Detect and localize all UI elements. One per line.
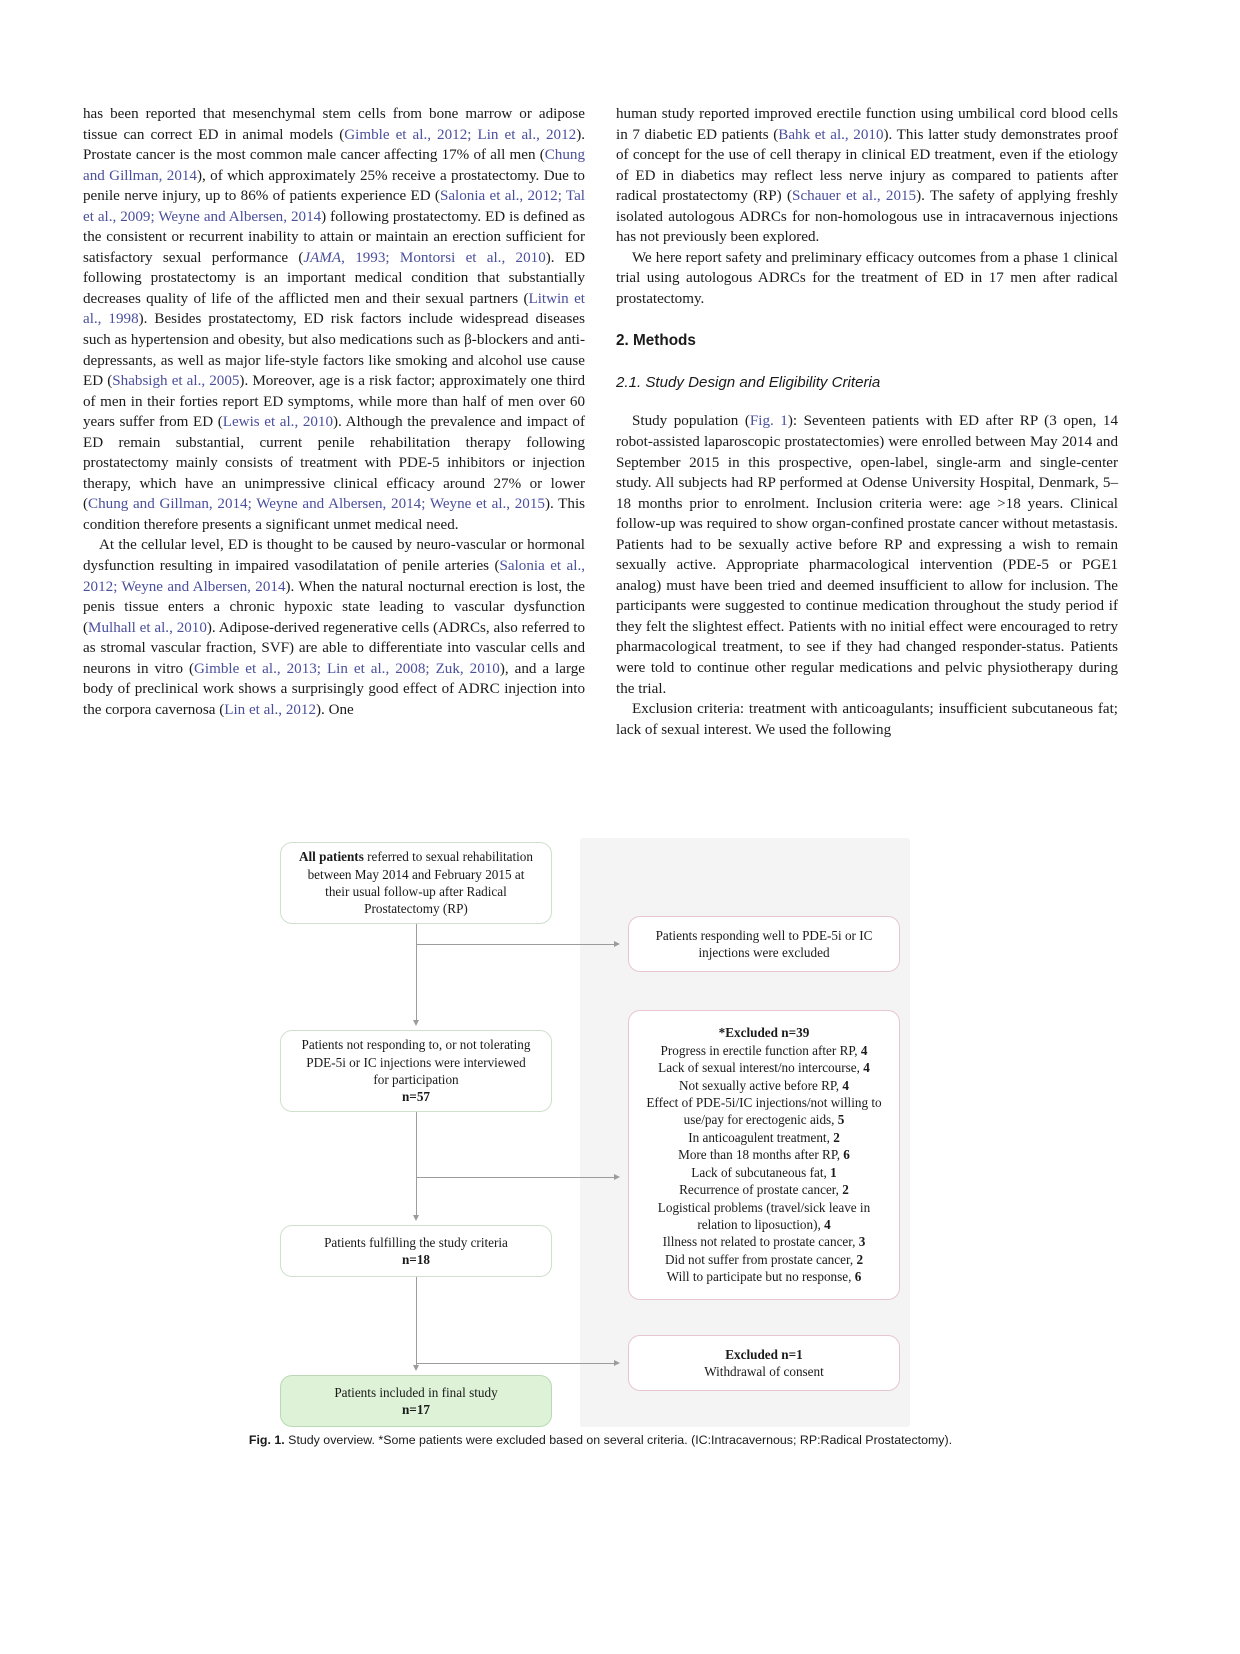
node-text: Patients included in final study bbox=[334, 1384, 498, 1400]
citation-reference[interactable]: Mulhall et al., 2010 bbox=[88, 619, 207, 636]
paragraph bbox=[83, 535, 585, 720]
node-line bbox=[646, 1042, 881, 1059]
text-run: ). This latter study demonstrates proof of concept for the use of cell therapy in clinical ED treatment, even if the etiology of ED in diabetics may reflect less nerve injury as compared to patients after radical prostatectomy (RP) ( bbox=[616, 126, 1119, 205]
node-text: Effect of PDE-5i/IC injections/not willing to bbox=[646, 1095, 882, 1111]
citation-reference[interactable]: Gimble et al., 2012; Lin et al., 2012 bbox=[344, 126, 577, 143]
citation-reference[interactable]: Chung and Gillman, 2014 bbox=[83, 147, 585, 184]
node-line bbox=[656, 927, 873, 944]
node-line bbox=[299, 900, 533, 917]
figure-caption-text: Study overview. *Some patients were excluded based on several criteria. (IC:Intracavernous; RP:Radical Prostatectomy). bbox=[284, 1433, 953, 1447]
citation-reference[interactable]: JAMA bbox=[303, 249, 342, 266]
node-text: Illness not related to prostate cancer, bbox=[662, 1234, 859, 1250]
node-text: Lack of sexual interest/no intercourse, bbox=[658, 1060, 864, 1076]
node-text: More than 18 months after RP, bbox=[678, 1147, 844, 1163]
figure-1 bbox=[83, 830, 1118, 1470]
node-text: Patients not responding to, or not tolerating bbox=[301, 1037, 531, 1053]
node-final-study-n17 bbox=[280, 1375, 552, 1427]
paragraph bbox=[616, 699, 1118, 740]
text-run: ). ED following prostatectomy is an important medical condition that substantially decreases quality of life of the afflicted men and their sexual partners ( bbox=[83, 249, 585, 307]
connector-arrow-1 bbox=[413, 1020, 419, 1026]
node-excluded-1 bbox=[628, 1335, 900, 1391]
connector-arrow-3 bbox=[413, 1365, 419, 1371]
connector-arrow-4 bbox=[614, 941, 620, 947]
node-text: Progress in erectile function after RP, bbox=[660, 1042, 861, 1058]
text-run: ). One bbox=[316, 701, 354, 718]
node-text: use/pay for erectogenic aids, bbox=[683, 1112, 838, 1128]
paragraph bbox=[616, 411, 1118, 699]
node-line bbox=[302, 1036, 531, 1053]
node-line bbox=[299, 848, 533, 865]
node-emphasis: Excluded n=1 bbox=[725, 1346, 803, 1362]
node-line bbox=[302, 1071, 531, 1088]
node-line bbox=[704, 1363, 824, 1380]
text-run: ). Besides prostatectomy, ED risk factors include widespread diseases such as hypertension and obesity, but also medications such as β-blockers and anti-depressants, as well as major life-style factors like smoking and alcohol use cause ED ( bbox=[83, 311, 586, 390]
connector-horizontal-2 bbox=[416, 1177, 616, 1178]
node-line bbox=[302, 1054, 531, 1071]
text-run: ). When the natural nocturnal erection is lost, the penis tissue enters a chronic hypoxic state leading to vascular dysfunction ( bbox=[83, 578, 586, 636]
node-line bbox=[646, 1094, 881, 1111]
node-text: Logistical problems (travel/sick leave in bbox=[657, 1199, 871, 1215]
node-emphasis: 2 bbox=[842, 1182, 849, 1198]
node-line bbox=[704, 1346, 824, 1363]
right-column bbox=[616, 104, 1118, 740]
node-text: Prostatectomy (RP) bbox=[364, 901, 468, 917]
node-text: In anticoagulent treatment, bbox=[688, 1129, 834, 1145]
node-emphasis: n=57 bbox=[401, 1089, 431, 1105]
citation-reference[interactable]: Fig. 1 bbox=[749, 413, 788, 430]
citation-reference[interactable]: Bahk et al., 2010 bbox=[778, 126, 884, 143]
text-run: We here report safety and preliminary efficacy outcomes from a phase 1 clinical trial using autologous ADRCs for the treatment of ED in 17 men after radical prostatectomy. bbox=[616, 249, 1118, 307]
node-emphasis: *Excluded n=39 bbox=[718, 1025, 810, 1041]
connector-vertical-3 bbox=[416, 1277, 417, 1367]
node-emphasis: n=17 bbox=[401, 1402, 431, 1417]
node-all-patients bbox=[280, 842, 552, 924]
text-run: ). Adipose-derived regenerative cells (ADRCs, also referred to as stromal vascular fraction, SVF) are able to differentiate into vascular cells and neurons in vitro ( bbox=[83, 619, 586, 677]
node-line bbox=[646, 1146, 881, 1163]
node-line bbox=[324, 1234, 508, 1251]
subsection-heading: 2.1. Study Design and Eligibility Criteria bbox=[616, 374, 881, 392]
node-line bbox=[646, 1251, 881, 1268]
node-line bbox=[646, 1024, 881, 1041]
node-text: between May 2014 and February 2015 at bbox=[307, 866, 525, 882]
figure-caption-label: Fig. 1. bbox=[248, 1433, 285, 1447]
node-line bbox=[302, 1088, 531, 1105]
node-emphasis: 4 bbox=[863, 1060, 870, 1076]
text-run: ): Seventeen patients with ED after RP (3 open, 14 robot-assisted laparoscopic prostatectomies) were enrolled between May 2014 and September 2015 in this prospective, open-label, single-arm and single-center study. All subjects had RP performed at Odense University Hospital, Denmark, 5–18 months prior to enrolment. Inclusion criteria were: age >18 years. Clinical follow-up was required to show organ-confined prostate cancer without metastasis. Patients had to be sexually active before RP and expressing a wish to remain sexually active. Appropriate pharmacological intervention (PDE-5 or PGE1 analog) must have been tried and deemed insufficient to allow for inclusion. The participants were suggested to continue medication throughout the study period if they felt the slightest effect. Patients with no initial effect were encouraged to retry pharmacological treatment, to see if they had changed responder-status. Patients were told to continue other regular medications and pelvic physiotherapy during the trial. bbox=[616, 413, 1118, 697]
text-run: ). Moreover, age is a risk factor; approximately one third of men in their forties report ED symptoms, while more than half of men over 60 years suffer from ED ( bbox=[83, 373, 585, 431]
node-text: Recurrence of prostate cancer, bbox=[679, 1182, 843, 1198]
section-heading: 2. Methods bbox=[616, 332, 696, 350]
node-line bbox=[646, 1233, 881, 1250]
citation-reference[interactable]: Gimble et al., 2013; Lin et al., 2008; Zuk, 2010 bbox=[194, 660, 500, 677]
citation-reference[interactable]: Schauer et al., 2015 bbox=[792, 188, 917, 205]
node-emphasis: 6 bbox=[843, 1147, 850, 1163]
text-run: Exclusion criteria: treatment with anticoagulants; insufficient subcutaneous fat; lack of sexual interest. We used the following bbox=[616, 701, 1118, 738]
node-line bbox=[299, 883, 533, 900]
node-text: Did not suffer from prostate cancer, bbox=[664, 1251, 857, 1267]
node-emphasis: 4 bbox=[824, 1216, 831, 1232]
node-excluded-39 bbox=[628, 1010, 900, 1300]
text-run: ). This condition therefore presents a significant unmet medical need. bbox=[83, 496, 586, 533]
node-line bbox=[646, 1111, 881, 1128]
citation-reference[interactable]: Litwin et al., 1998 bbox=[83, 290, 585, 328]
node-text: injections were excluded bbox=[698, 945, 830, 960]
paragraph bbox=[616, 248, 1118, 310]
node-not-responding-n57 bbox=[280, 1030, 552, 1112]
node-line bbox=[299, 866, 533, 883]
text-run: ). Although the prevalence and impact of ED remain substantial, current penile rehabilitation therapy following prostatectomy mainly consists of treatment with PDE-5 inhibitors or injection therapy, which have an unimpressive clinical efficacy around 27% or lower ( bbox=[83, 414, 585, 513]
text-run: ) following prostatectomy. ED is defined as the consistent or recurrent inability to attain or maintain an erection sufficient for satisfactory sexual performance ( bbox=[83, 208, 585, 266]
node-text: for participation bbox=[373, 1072, 459, 1087]
node-line bbox=[656, 944, 873, 961]
text-run: Study population ( bbox=[632, 413, 750, 430]
figure-canvas bbox=[83, 830, 1118, 1430]
text-run: ), of which approximately 25% receive a prostatectomy. Due to penile nerve injury, up to 86% of patients experience ED ( bbox=[83, 167, 585, 205]
node-emphasis: 6 bbox=[854, 1269, 862, 1285]
node-emphasis: 5 bbox=[837, 1112, 845, 1128]
node-text: Will to participate but no response, bbox=[666, 1269, 855, 1285]
node-line bbox=[646, 1216, 881, 1233]
two-column-body bbox=[83, 104, 1118, 740]
node-line bbox=[646, 1164, 881, 1181]
node-text: Not sexually active before RP, bbox=[679, 1077, 843, 1093]
node-line bbox=[646, 1199, 881, 1216]
node-emphasis: n=18 bbox=[401, 1252, 431, 1267]
node-line bbox=[646, 1129, 881, 1146]
node-emphasis: 2 bbox=[833, 1129, 840, 1145]
connector-arrow-2 bbox=[413, 1215, 419, 1221]
citation-reference[interactable]: Salonia et al., 2012; Weyne and Albersen, 2014 bbox=[83, 558, 585, 595]
paragraph bbox=[83, 104, 585, 535]
node-line bbox=[334, 1401, 497, 1418]
node-text: referred to sexual rehabilitation bbox=[363, 849, 533, 865]
citation-reference[interactable]: , 1993; Montorsi et al., 2010 bbox=[341, 249, 546, 266]
node-emphasis: All patients bbox=[298, 849, 364, 865]
connector-horizontal-1 bbox=[416, 944, 616, 945]
connector-vertical-2 bbox=[416, 1112, 417, 1217]
text-run: ). The safety of applying freshly isolated autologous ADRCs for non-homologous use in intracavernous injections has not previously been explored. bbox=[616, 188, 1118, 246]
node-emphasis: 4 bbox=[860, 1042, 868, 1058]
connector-arrow-5 bbox=[614, 1174, 620, 1180]
node-emphasis: 4 bbox=[842, 1077, 849, 1093]
text-run: At the cellular level, ED is thought to be caused by neuro-vascular or hormonal dysfunction resulting in impaired vasodilatation of penile arteries ( bbox=[83, 537, 585, 575]
node-line bbox=[646, 1059, 881, 1076]
node-text: PDE-5i or IC injections were interviewed bbox=[306, 1054, 526, 1070]
citation-reference[interactable]: Lewis et al., 2010 bbox=[222, 414, 334, 431]
node-line bbox=[334, 1384, 497, 1401]
connector-vertical-1 bbox=[416, 924, 417, 1022]
connector-arrow-6 bbox=[614, 1360, 620, 1366]
citation-reference[interactable]: Shabsigh et al., 2005 bbox=[112, 373, 240, 390]
node-text: Withdrawal of consent bbox=[704, 1364, 824, 1379]
connector-horizontal-3 bbox=[416, 1363, 616, 1364]
node-fulfilling-criteria-n18 bbox=[280, 1225, 552, 1277]
node-line bbox=[646, 1268, 881, 1285]
node-emphasis: 1 bbox=[830, 1164, 837, 1180]
text-run: ), and a large body of preclinical work shows a surprisingly good effect of ADRC injection into the corpora cavernosa ( bbox=[83, 660, 585, 718]
node-text: Patients fulfilling the study criteria bbox=[324, 1234, 508, 1250]
node-text: their usual follow-up after Radical bbox=[325, 884, 507, 899]
node-emphasis: 2 bbox=[856, 1251, 864, 1267]
node-line bbox=[324, 1251, 508, 1268]
node-text: relation to liposuction), bbox=[697, 1216, 825, 1232]
paragraph bbox=[616, 104, 1118, 248]
text-run: has been reported that mesenchymal stem cells from bone marrow or adipose tissue can correct ED in animal models ( bbox=[83, 106, 585, 143]
citation-reference[interactable]: Salonia et al., 2012; Tal et al., 2009; Weyne and Albersen, 2014 bbox=[83, 188, 585, 225]
citation-reference[interactable]: Lin et al., 2012 bbox=[224, 701, 317, 718]
figure-caption bbox=[83, 1432, 1118, 1448]
text-run: ). Prostate cancer is the most common male cancer affecting 17% of all men ( bbox=[83, 126, 585, 164]
node-text: Lack of subcutaneous fat, bbox=[691, 1164, 831, 1180]
text-run: human study reported improved erectile function using umbilical cord blood cells in 7 diabetic ED patients ( bbox=[616, 106, 1118, 143]
node-text: Patients responding well to PDE-5i or IC bbox=[655, 927, 873, 943]
node-line bbox=[646, 1181, 881, 1198]
node-line bbox=[646, 1077, 881, 1094]
node-responding-well-excluded bbox=[628, 916, 900, 972]
node-emphasis: 3 bbox=[858, 1234, 866, 1250]
left-column bbox=[83, 104, 585, 740]
citation-reference[interactable]: Chung and Gillman, 2014; Weyne and Albersen, 2014; Weyne et al., 2015 bbox=[88, 496, 545, 513]
